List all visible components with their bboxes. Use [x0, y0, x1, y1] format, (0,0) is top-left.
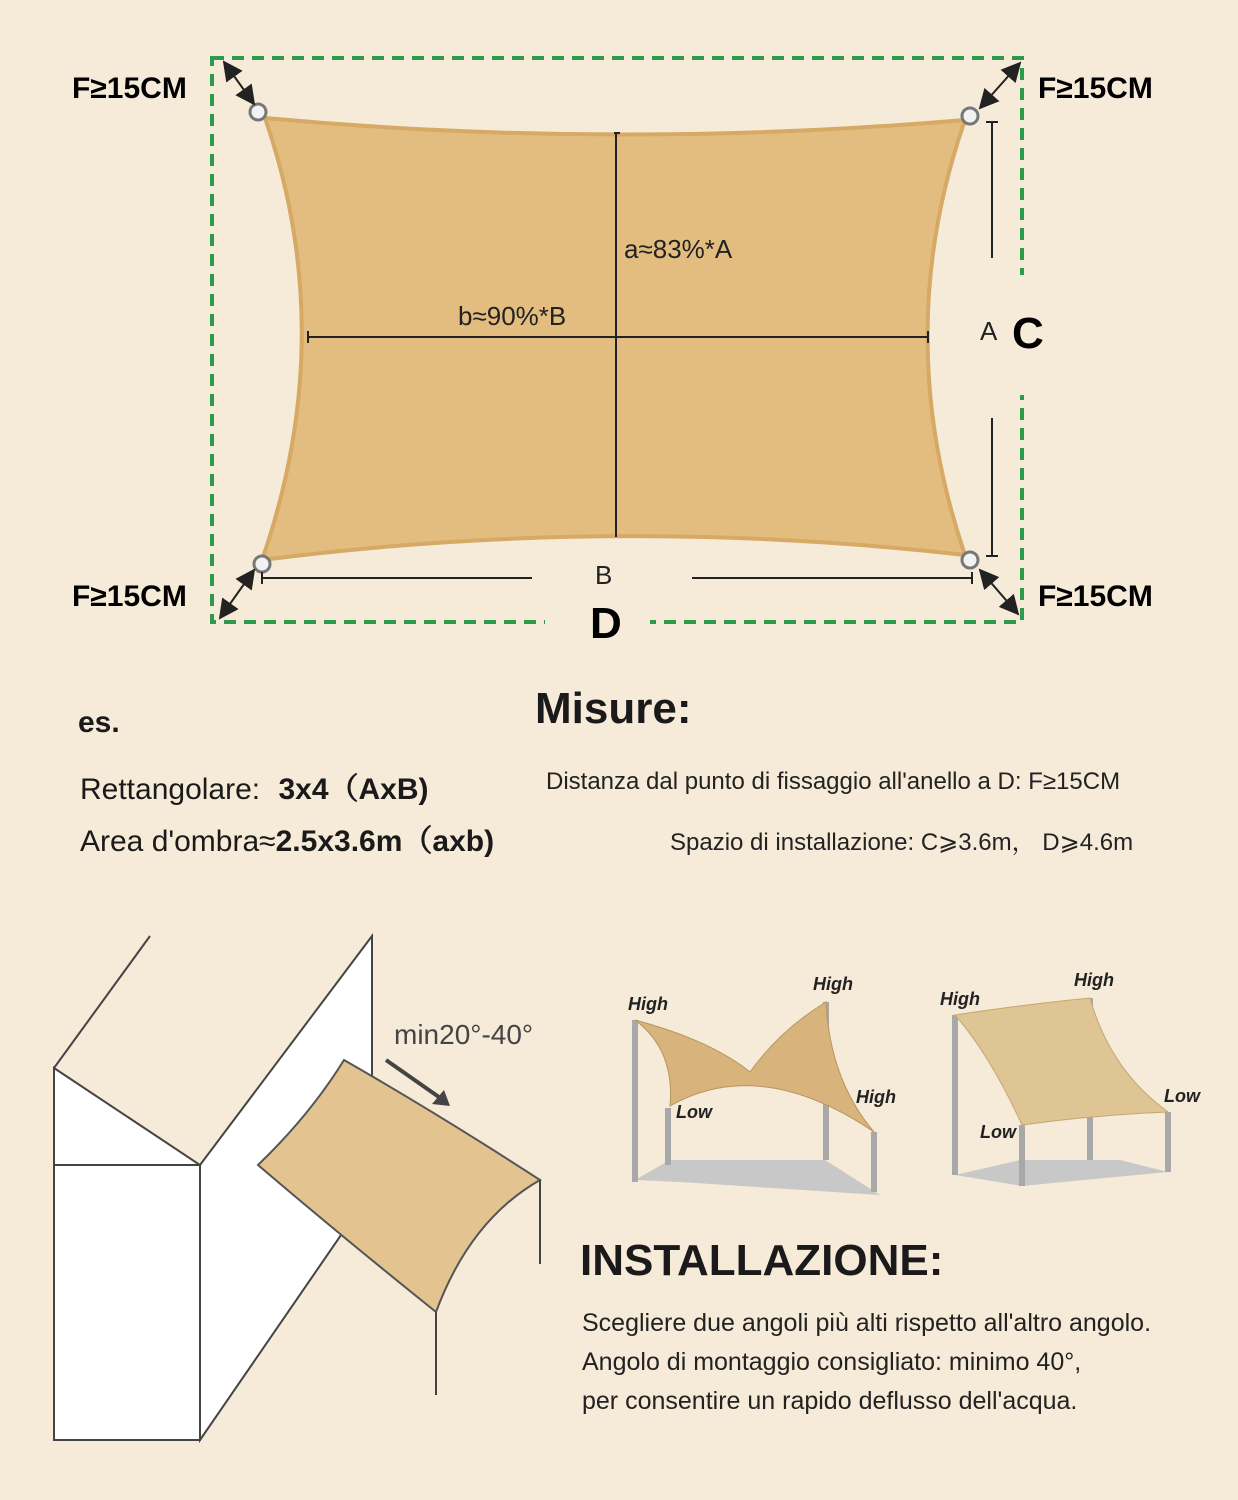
wall-mount-diagram: [0, 920, 570, 1460]
corner-label-top-left: F≥15CM: [72, 72, 187, 105]
install-space-text: Spazio di installazione: C⩾3.6m， D⩾4.6m: [670, 829, 1134, 856]
dimension-diagram: [0, 0, 1238, 660]
shade-sail: [262, 118, 965, 560]
dim-a-label: A: [980, 316, 998, 346]
installation-line-1: Scegliere due angoli più alti rispetto all'altro angolo.: [582, 1309, 1152, 1337]
inner-b-label: b≈90%*B: [458, 301, 567, 331]
installation-line-2: Angolo di montaggio consigliato: minimo 40°,: [582, 1348, 1082, 1376]
installation-examples: [600, 960, 1220, 1210]
left-high-2: High: [813, 974, 853, 994]
measures-title: Misure:: [535, 684, 692, 733]
rect-value: 3x4（AxB): [278, 773, 429, 806]
dim-d-label: D: [590, 599, 622, 648]
right-high-1: High: [940, 989, 980, 1009]
angle-label: min20°-40°: [394, 1019, 534, 1050]
shade-label: Area d'ombra≈: [80, 825, 276, 858]
left-high-1: High: [628, 994, 668, 1014]
shade-value: 2.5x3.6m（axb): [275, 825, 495, 858]
example-three-high: [628, 974, 896, 1195]
rect-label: Rettangolare:: [80, 773, 261, 806]
right-low-1: Low: [980, 1122, 1016, 1142]
installation-line-3: per consentire un rapido deflusso dell'acqua.: [582, 1387, 1078, 1415]
example-two-high: [940, 970, 1201, 1186]
corner-label-bottom-right: F≥15CM: [1038, 580, 1153, 613]
left-low: Low: [676, 1102, 712, 1122]
right-low-2: Low: [1164, 1086, 1200, 1106]
installation-title: INSTALLAZIONE:: [580, 1236, 944, 1285]
example-label: es.: [78, 706, 120, 739]
corner-label-top-right: F≥15CM: [1038, 72, 1153, 105]
rect-spec: [80, 764, 429, 808]
left-high-3: High: [856, 1087, 896, 1107]
dim-c-label: C: [1012, 309, 1044, 358]
corner-label-bottom-left: F≥15CM: [72, 580, 187, 613]
shade-spec: [80, 816, 494, 860]
dim-b-label: B: [595, 560, 613, 590]
fix-distance-text: Distanza dal punto di fissaggio all'anello a D: F≥15CM: [546, 768, 1121, 795]
inner-a-label: a≈83%*A: [624, 234, 733, 264]
installation-instructions: [582, 1304, 1151, 1421]
right-high-2: High: [1074, 970, 1114, 990]
